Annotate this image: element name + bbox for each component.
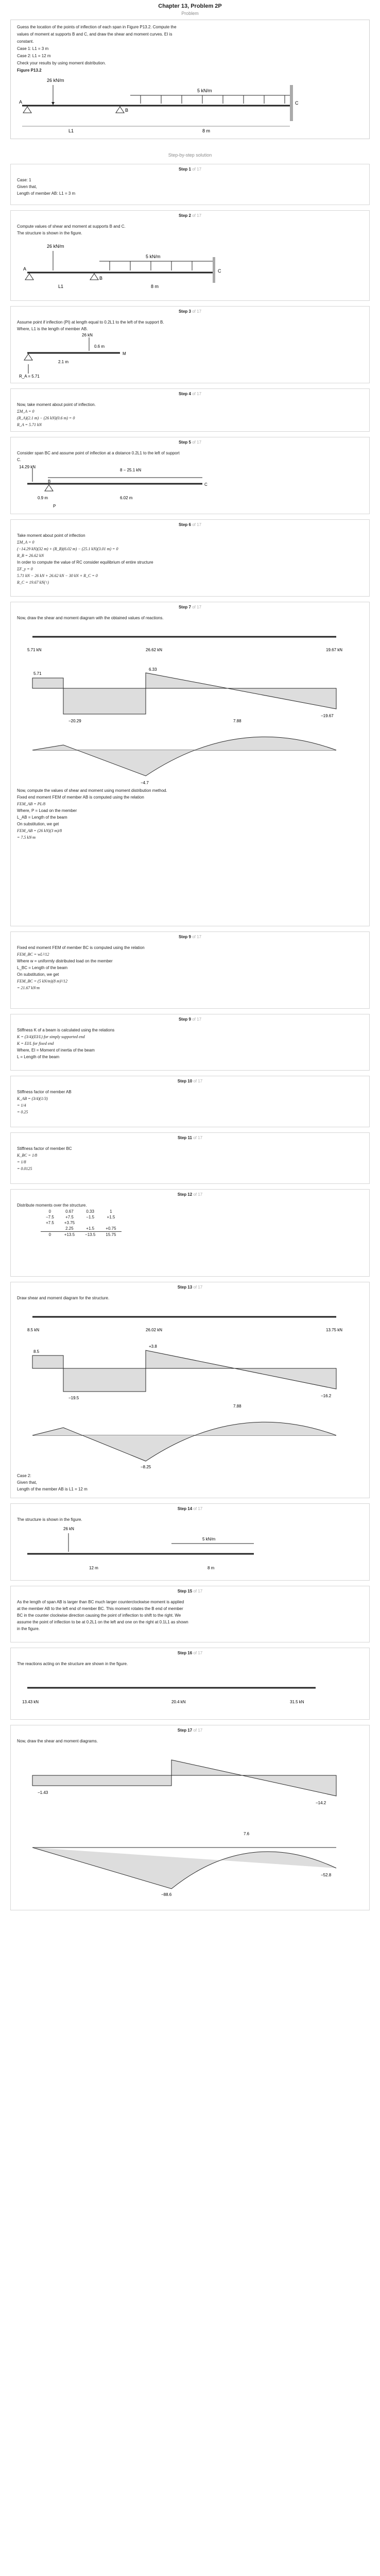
- step-text: On substitution, we get: [17, 822, 59, 826]
- step-title: Step 11 of 17: [177, 1136, 203, 1140]
- page-header: [0, 0, 380, 16]
- reaction-label: 8.5 kN: [27, 1328, 40, 1332]
- step-text: Fixed end moment FEM of member BC is computed using the relation: [17, 945, 145, 950]
- step-text: Case: 1: [17, 178, 31, 182]
- equation: = 7.5 kN·m: [17, 835, 36, 840]
- step-card: [10, 1076, 370, 1127]
- step-title: Step 14 of 17: [177, 1506, 203, 1511]
- step-card: [10, 1282, 370, 1498]
- load-label: 26 kN: [82, 333, 93, 337]
- step-title: Step 6 of 17: [178, 522, 202, 527]
- shear-value: −16.2: [321, 1394, 332, 1398]
- equation: = 0.25: [17, 1110, 28, 1114]
- shear-moment-diagram: [17, 1744, 357, 1899]
- step-by-step-label: Step-by-step solution: [168, 152, 212, 158]
- span2-label: 8 m: [208, 1566, 215, 1570]
- table-cell: 0.33: [86, 1209, 94, 1214]
- node-b: B: [125, 108, 129, 113]
- equation: = 0.0125: [17, 1166, 32, 1171]
- step-text: Now, draw the shear and moment diagrams.: [17, 1739, 98, 1743]
- load-label: 26 kN: [63, 1527, 74, 1531]
- step-text: Where, L1 is the length of member AB.: [17, 327, 88, 331]
- equation: FEM_AB = PL/8: [17, 802, 46, 806]
- equation: 5.71 kN − 26 kN + 26.62 kN − 30 kN + R_C = 0: [17, 573, 98, 578]
- step-text: Compute values of shear and moment at supports B and C.: [17, 224, 126, 229]
- step-card: [10, 1586, 370, 1642]
- problem-udl: 5 kN/m: [197, 88, 212, 93]
- step-title: Step 15 of 17: [177, 1589, 203, 1594]
- step-card: [10, 931, 370, 1009]
- step-text: Assume point if inflection (PI) at length equal to 0.2L1 to the left of the support B.: [17, 320, 164, 325]
- shear-value: 5.71: [33, 671, 42, 676]
- step-text: L_BC = Length of the beam: [17, 965, 68, 970]
- step-title: Step 10 of 17: [177, 1079, 203, 1083]
- reaction-label: 19.67 kN: [326, 648, 343, 652]
- reactions-figure: [17, 1667, 326, 1714]
- table-cell: [100, 1220, 121, 1226]
- reaction-label: 20.4 kN: [171, 1700, 186, 1704]
- step-text: Length of the member AB is L1 = 12 m: [17, 1487, 88, 1492]
- step-text: Consider span BC and assume point of inflection at a distance 0.2L1 to the left of support: [17, 451, 180, 455]
- span-bc-figure: [17, 463, 223, 510]
- shear-value: −1.43: [38, 1790, 48, 1795]
- step-title: Step 13 of 17: [177, 1285, 203, 1290]
- table-cell: 2.25: [65, 1226, 74, 1231]
- node-a: A: [23, 266, 27, 272]
- step-text: Now, take moment about point of inflection.: [17, 402, 96, 407]
- force-label: 8 − 25.1 kN: [120, 468, 142, 472]
- shear-moment-diagram: [17, 621, 357, 786]
- moment-value: 7.88: [233, 1404, 241, 1409]
- step-text: Where w = uniformly distributed load on the member: [17, 959, 113, 963]
- moment-value: −88.6: [161, 1892, 172, 1897]
- equation: = 1/4: [17, 1103, 26, 1108]
- equation: K_BC = 1/8: [17, 1153, 38, 1158]
- equation: ΣM_A = 0: [17, 409, 34, 414]
- step-card: [10, 437, 370, 514]
- node-p: P: [53, 504, 56, 509]
- problem-line: Check your results by using moment distribution.: [17, 61, 106, 65]
- step-card: [10, 1189, 370, 1277]
- table-cell: +3.75: [64, 1221, 75, 1225]
- step-text: Now, draw the shear and moment diagram with the obtained values of reactions.: [17, 616, 164, 620]
- equation: ΣF_y = 0: [17, 567, 33, 571]
- reaction-label: 13.75 kN: [326, 1328, 343, 1332]
- table-cell: [80, 1220, 100, 1226]
- step-card: [10, 1132, 370, 1184]
- step-card: [10, 164, 370, 205]
- table-cell: 0.67: [65, 1209, 74, 1214]
- shear-moment-diagram: [17, 1301, 357, 1471]
- reaction-label: R_A = 5.71: [19, 374, 40, 379]
- step-text: Stiffness K of a beam is calculated using the relations: [17, 1028, 115, 1032]
- step-text: C.: [17, 457, 21, 462]
- table-cell: 0: [48, 1209, 51, 1214]
- node-c: C: [295, 100, 299, 106]
- equation: FEM_BC = (5 kN/m)(8 m)²/12: [17, 979, 67, 984]
- step-text: BC in the counter clockwise direction causing the point of inflection to shift to the right. We: [17, 1613, 181, 1618]
- table-cell: −13.5: [80, 1232, 100, 1238]
- step-text: On substitution, we get: [17, 972, 59, 977]
- table-cell: −1.5: [86, 1215, 95, 1219]
- step-title: Step 3 of 17: [178, 309, 202, 314]
- step-title: Step 16 of 17: [177, 1651, 203, 1655]
- equation: (−14.29 kN)(32 m) + (R_B)(6.02 m) − (25.1 kN)(3.01 m) = 0: [17, 547, 118, 551]
- table-cell: +7.5: [46, 1221, 54, 1225]
- reaction-label: 13.43 kN: [22, 1700, 39, 1704]
- equation: K = (3/4)(EI/L) for simply supported end: [17, 1035, 85, 1039]
- equation: ΣM_A = 0: [17, 540, 34, 545]
- step-text: The reactions acting on the structure are shown in the figure.: [17, 1662, 128, 1666]
- node-b: B: [99, 276, 103, 281]
- equation: FEM_BC = wL²/12: [17, 952, 49, 957]
- moment-value: −8.25: [141, 1465, 151, 1469]
- table-row: [41, 1214, 122, 1220]
- equation: (R_A)(2.1 m) − (26 kN)(0.6 m) = 0: [17, 416, 75, 420]
- table-cell: 0: [41, 1232, 59, 1238]
- node-c: C: [204, 482, 208, 487]
- pi-figure: [17, 332, 171, 379]
- step-title: Step 7 of 17: [178, 605, 202, 609]
- problem-load: 26 kN/m: [47, 78, 64, 83]
- step-text: Take moment about point of inflection: [17, 533, 85, 538]
- step-text: Stiffness factor of member BC: [17, 1146, 72, 1151]
- node-a: A: [19, 99, 23, 105]
- step-card: [10, 519, 370, 597]
- step-text: The structure is shown in the figure.: [17, 231, 82, 235]
- reaction-label: 26.02 kN: [146, 1328, 163, 1332]
- equation: R_B = 26.62 kN: [17, 553, 44, 558]
- step-text: Stiffness factor of member AB: [17, 1090, 72, 1094]
- step-title: Step 12 of 17: [177, 1192, 203, 1197]
- step-text: assume the point of inflection to be at 0.2L1 on the left and one on the right at 0.1L1 as shown: [17, 1620, 188, 1624]
- step-text: L = Length of the beam: [17, 1055, 60, 1059]
- step-card: [10, 388, 370, 432]
- step-title: Step 2 of 17: [178, 213, 202, 218]
- equation: FEM_AB = (26 kN)(3 m)/8: [17, 828, 62, 833]
- equation: K_AB = (3/4)(1/3): [17, 1096, 48, 1101]
- span1-label: 12 m: [89, 1566, 98, 1570]
- problem-figure: [17, 75, 347, 137]
- step-text: The structure is shown in the figure.: [17, 1517, 82, 1522]
- moment-label: M: [123, 351, 126, 356]
- shear-value: −20.29: [68, 719, 81, 723]
- step-title: Step 1 of 17: [178, 167, 202, 172]
- page-title: Chapter 13, Problem 2P: [158, 3, 222, 9]
- shear-value: 8.5: [33, 1349, 40, 1354]
- reaction-label: 26.62 kN: [146, 648, 163, 652]
- shear-value: +3.8: [149, 1344, 157, 1349]
- step-card: [10, 1503, 370, 1581]
- step-card: [10, 1014, 370, 1071]
- step-title: Step 4 of 17: [178, 392, 202, 396]
- table-cell: −7.5: [46, 1215, 54, 1219]
- shear-value: −14.2: [316, 1801, 326, 1805]
- udl-label: 5 kN/m: [202, 1537, 216, 1541]
- table-row: [41, 1226, 122, 1232]
- step-card: [10, 1648, 370, 1720]
- table-row: [41, 1220, 122, 1226]
- step-title: Step 5 of 17: [178, 440, 202, 445]
- step-text: Given that,: [17, 184, 37, 189]
- table-cell: +1.5: [86, 1226, 95, 1231]
- node-c: C: [218, 268, 221, 274]
- structure-figure: [17, 1523, 274, 1574]
- equation: = 1/8: [17, 1160, 26, 1164]
- dim-label: 0.9 m: [38, 496, 48, 500]
- span2-label: 8 m: [151, 284, 159, 289]
- step-text: Where, EI = Moment of inertia of the beam: [17, 1048, 95, 1053]
- step-card: [10, 602, 370, 926]
- step-card: [10, 306, 370, 383]
- step-text: in the figure.: [17, 1626, 40, 1631]
- table-cell: 15.75: [100, 1232, 121, 1238]
- problem-line: Case 2: L1 = 12 m: [17, 54, 51, 58]
- shear-value: −19.5: [68, 1396, 79, 1400]
- dim-label: 0.6 m: [94, 344, 105, 349]
- reaction-label: 5.71 kN: [27, 648, 42, 652]
- span1-label: L1: [58, 284, 64, 289]
- problem-line: values of moment at supports B and C, and draw the shear and moment curves. EI is: [17, 32, 172, 37]
- problem-line: constant.: [17, 39, 34, 44]
- dim-label: 6.02 m: [120, 496, 133, 500]
- step-text: Given that,: [17, 1480, 37, 1485]
- problem-line: Guess the location of the points of inflection of each span in Figure P13.2. Compute the: [17, 25, 177, 29]
- structure-figure: [17, 236, 223, 293]
- dim-label: 2.1 m: [58, 360, 69, 364]
- figure-label: Figure P13.2: [17, 68, 42, 73]
- step-title: Step 9 of 17: [178, 935, 202, 939]
- problem-line: Case 1: L1 = 3 m: [17, 46, 49, 51]
- step-text: Fixed end moment FEM of member AB is computed using the relation: [17, 795, 144, 800]
- step-text: Distribute moments over the structure.: [17, 1203, 87, 1208]
- step-text: In order to compute the value of RC consider equilibrium of entire structure: [17, 560, 153, 565]
- step-text: Now, compute the values of shear and moment using moment distribution method.: [17, 788, 167, 793]
- shear-value: 6.33: [149, 667, 157, 672]
- table-cell: +1.5: [107, 1215, 115, 1219]
- table-row: [41, 1232, 122, 1238]
- step-text: As the length of span AB is larger than BC much larger counterclockwise moment is applied: [17, 1600, 184, 1604]
- node-b: B: [48, 479, 51, 484]
- step-text: Where, P = Load on the member: [17, 808, 77, 813]
- equation: R_C = 19.67 kN(↑): [17, 580, 49, 585]
- force-label: 14.29 kN: [19, 465, 36, 469]
- table-cell: +13.5: [59, 1232, 80, 1238]
- step-text: L_AB = Length of the beam: [17, 815, 67, 820]
- load-label: 26 kN/m: [47, 244, 64, 249]
- moment-value: −4.7: [141, 781, 149, 785]
- moment-value: 7.6: [244, 1832, 250, 1836]
- reaction-label: 31.5 kN: [290, 1700, 304, 1704]
- table-cell: +7.5: [65, 1215, 74, 1219]
- udl-label: 5 kN/m: [146, 254, 161, 259]
- table-cell: 1: [110, 1209, 112, 1214]
- distribution-table: [41, 1209, 122, 1238]
- step-text: Length of member AB: L1 = 3 m: [17, 191, 76, 196]
- step-title: Step 9 of 17: [178, 1017, 202, 1022]
- step-text: Case 2:: [17, 1473, 31, 1478]
- moment-value: −52.8: [321, 1873, 332, 1877]
- step-text: Draw shear and moment diagram for the structure.: [17, 1296, 110, 1300]
- shear-value: −19.67: [321, 714, 334, 718]
- moment-value: 7.88: [233, 719, 241, 723]
- problem-label: Problem: [181, 11, 199, 16]
- problem-box: [10, 20, 370, 139]
- step-card: [10, 210, 370, 301]
- step-title: Step 17 of 17: [177, 1728, 203, 1733]
- step-text: at the member AB to the left end of member BC. This moment rotates the B end of member: [17, 1606, 183, 1611]
- span1-label: L1: [68, 128, 74, 133]
- span2-label: 8 m: [202, 128, 211, 133]
- equation: R_A = 5.71 kN: [17, 422, 42, 427]
- equation: K = EI/L for fixed end: [17, 1041, 54, 1046]
- table-cell: +0.75: [106, 1226, 116, 1231]
- equation: = 21.67 kN·m: [17, 986, 40, 990]
- table-row: [41, 1209, 122, 1214]
- step-card: [10, 1725, 370, 1910]
- table-cell: [41, 1226, 59, 1232]
